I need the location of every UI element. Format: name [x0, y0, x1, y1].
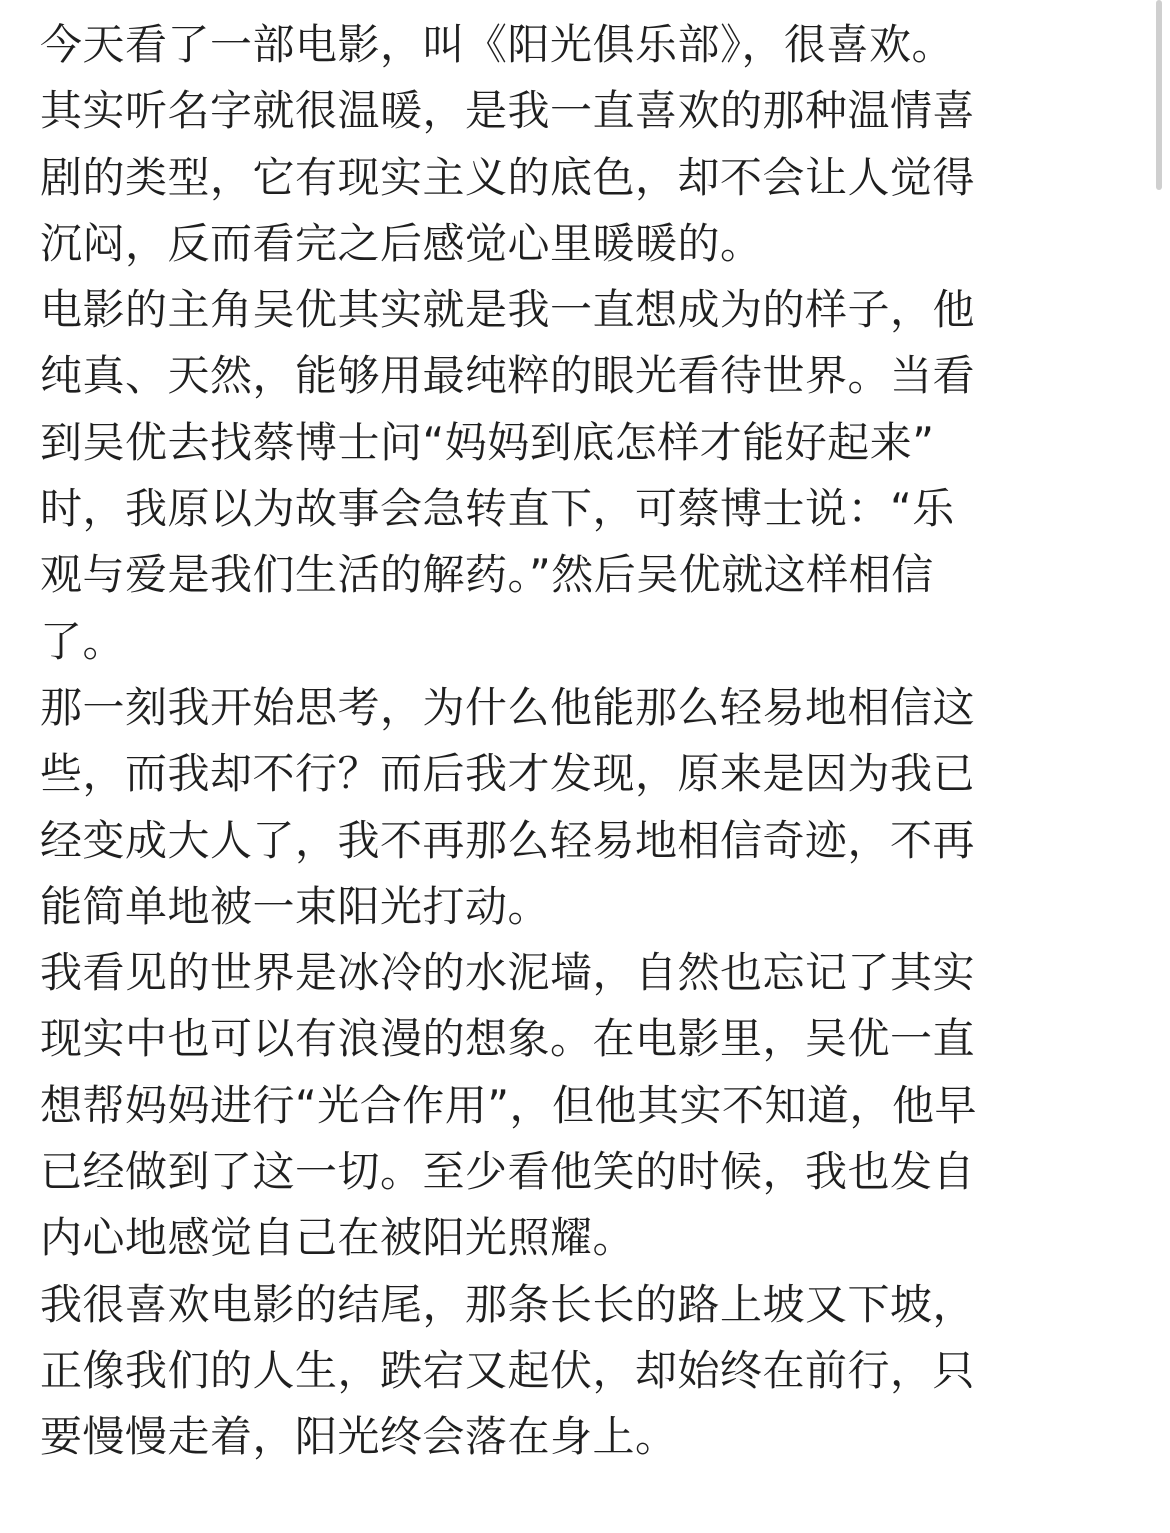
- text-line: 剧的类型，它有现实主义的底色，却不会让人觉得: [40, 152, 976, 202]
- text-line: 电影的主角吴优其实就是我一直想成为的样子，他: [40, 285, 976, 335]
- text-line: 了。: [40, 616, 126, 666]
- text-line: 我很喜欢电影的结尾，那条长长的路上坡又下坡，: [40, 1279, 976, 1329]
- text-line: 时，我原以为故事会急转直下，可蔡博士说：“乐: [40, 484, 955, 534]
- text-line: 已经做到了这一切。至少看他笑的时候，我也发自: [40, 1147, 976, 1197]
- text-line: 内心地感觉自己在被阳光照耀。: [40, 1213, 636, 1263]
- text-line: 现实中也可以有浪漫的想象。在电影里，吴优一直: [40, 1014, 976, 1064]
- text-line: 观与爱是我们生活的解药。”然后吴优就这样相信: [40, 550, 934, 600]
- text-line: 到吴优去找蔡博士问“妈妈到底怎样才能好起来”: [40, 417, 935, 467]
- text-line: 经变成大人了，我不再那么轻易地相信奇迹，不再: [40, 815, 976, 865]
- text-line: 些，而我却不行？而后我才发现，原来是因为我已: [40, 749, 976, 799]
- text-line: 今天看了一部电影，叫《阳光俱乐部》，很喜欢。: [40, 20, 955, 69]
- article-body: [40, 16, 1140, 1475]
- text-line: 想帮妈妈进行“光合作用”，但他其实不知道，他早: [40, 1080, 978, 1130]
- text-line: 正像我们的人生，跌宕又起伏，却始终在前行，只: [40, 1345, 976, 1395]
- text-line: 其实听名字就很温暖，是我一直喜欢的那种温情喜: [40, 86, 976, 136]
- text-line: 我看见的世界是冰冷的水泥墙，自然也忘记了其实: [40, 948, 976, 998]
- text-line: 沉闷，反而看完之后感觉心里暖暖的。: [40, 218, 763, 268]
- text-line: 纯真、天然，能够用最纯粹的眼光看待世界。当看: [40, 351, 976, 401]
- text-line: 要慢慢走着，阳光终会落在身上。: [40, 1412, 678, 1462]
- text-line: 那一刻我开始思考，为什么他能那么轻易地相信这: [40, 682, 976, 732]
- text-line: 能简单地被一束阳光打动。: [40, 881, 551, 931]
- scrollbar-thumb[interactable]: [1156, 0, 1162, 190]
